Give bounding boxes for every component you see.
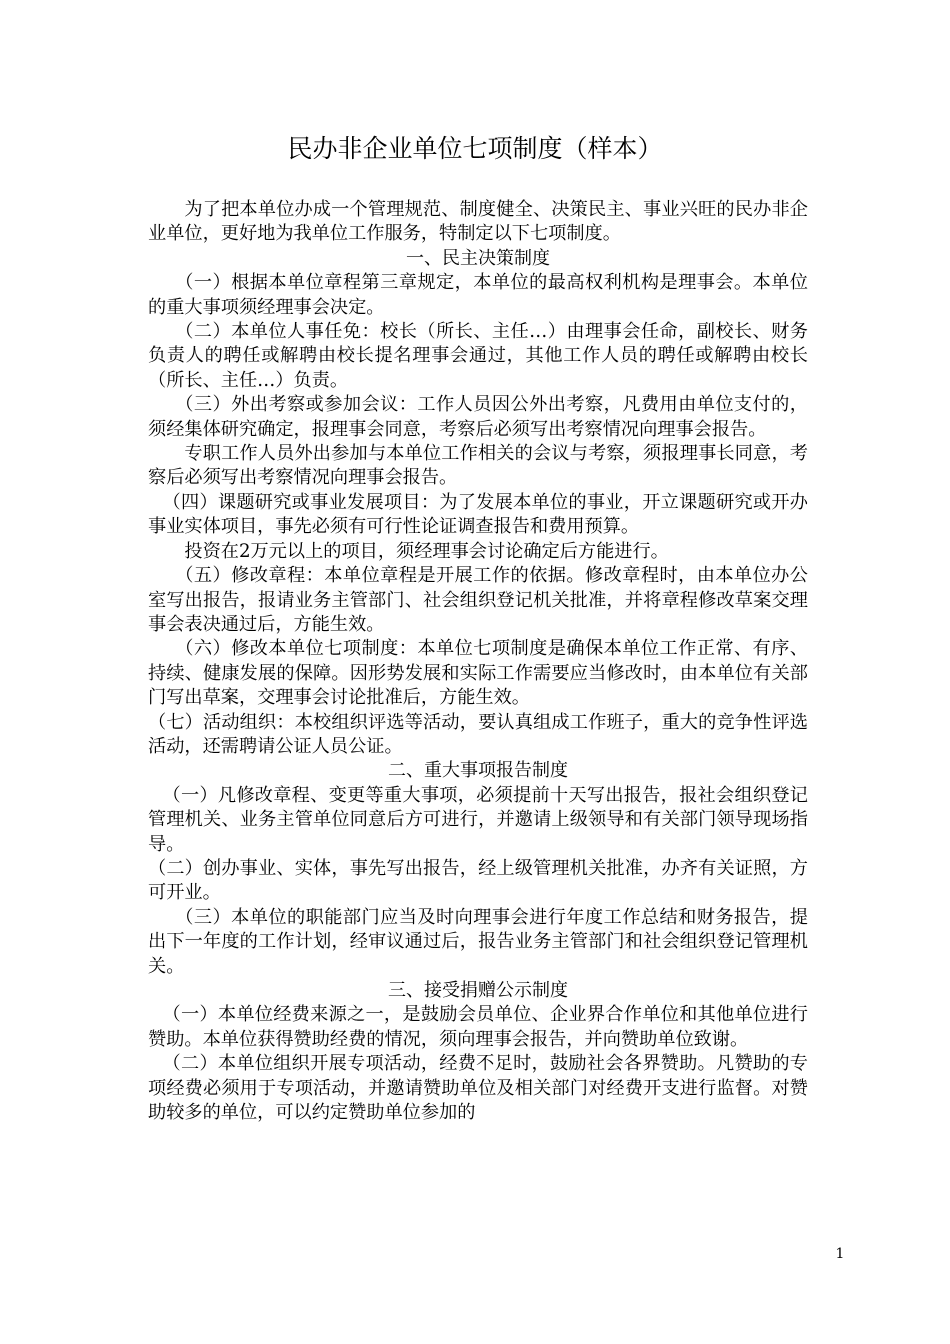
paragraph: 投资在2万元以上的项目，须经理事会讨论确定后方能进行。 [184,540,669,562]
paragraph: （一）凡修改章程、变更等重大事项，必须提前十天写出报告，报社会组织登记管理机关、业务主管单位同意后方可进行，并邀请上级领导和有关部门领导现场指导。 [148,784,808,855]
section-heading-major-matters-report: 二、重大事项报告制度 [388,760,568,782]
paragraph: （二）创办事业、实体，事先写出报告，经上级管理机关批准，办齐有关证照，方可开业。 [148,857,808,904]
section-heading-donation-disclosure: 三、接受捐赠公示制度 [388,980,568,1001]
intro-paragraph: 为了把本单位办成一个管理规范、制度健全、决策民主、事业兴旺的民办非企业单位，更好地为我单位工作服务，特制定以下七项制度。 [148,199,808,245]
paragraph: （六）修改本单位七项制度：本单位七项制度是确保本单位工作正常、有序、持续、健康发展的保障。因形势发展和实际工作需要应当修改时，由本单位有关部门写出草案，交理事会讨论批准后，方能生效。 [148,638,808,709]
document-title: 民办非企业单位七项制度（样本） [287,134,663,163]
paragraph: （七）活动组织：本校组织评选等活动，要认真组成工作班子，重大的竞争性评选活动，还需聘请公证人员公证。 [148,711,808,757]
paragraph: （一）根据本单位章程第三章规定，本单位的最高权利机构是理事会。本单位的重大事项须经理事会决定。 [148,272,808,318]
paragraph: （二）本单位人事任免：校长（所长、主任…）由理事会任命，副校长、财务负责人的聘任或解聘由校长提名理事会通过，其他工作人员的聘任或解聘由校长（所长、主任…）负责。 [148,321,808,391]
page-number: 1 [835,1246,845,1262]
paragraph: （四）课题研究或事业发展项目：为了发展本单位的事业，开立课题研究或开办事业实体项目，事先必须有可行性论证调查报告和费用预算。 [148,491,808,538]
paragraph: （五）修改章程：本单位章程是开展工作的依据。修改章程时，由本单位办公室写出报告，报请业务主管部门、社会组织登记机关批准，并将章程修改草案交理事会表决通过后，方能生效。 [148,565,808,635]
paragraph: （三）外出考察或参加会议：工作人员因公外出考察，凡费用由单位支付的，须经集体研究确定，报理事会同意，考察后必须写出考察情况向理事会报告。 [148,394,808,440]
paragraph: （一）本单位经费来源之一，是鼓励会员单位、企业界合作单位和其他单位进行赞助。本单位获得赞助经费的情况，须向理事会报告，并向赞助单位致谢。 [148,1004,808,1050]
section-heading-democratic-decision: 一、民主决策制度 [406,247,550,269]
document-body [148,198,808,1125]
paragraph: 专职工作人员外出参加与本单位工作相关的会议与考察，须报理事长同意，考察后必须写出考察情况向理事会报告。 [148,443,808,489]
paragraph: （二）本单位组织开展专项活动，经费不足时，鼓励社会各界赞助。凡赞助的专项经费必须用于专项活动，并邀请赞助单位及相关部门对经费开支进行监督。对赞助较多的单位，可以约定赞助单位参加的 [148,1053,808,1124]
paragraph: （三）本单位的职能部门应当及时向理事会进行年度工作总结和财务报告，提出下一年度的工作计划，经审议通过后，报告业务主管部门和社会组织登记管理机关。 [148,906,808,977]
